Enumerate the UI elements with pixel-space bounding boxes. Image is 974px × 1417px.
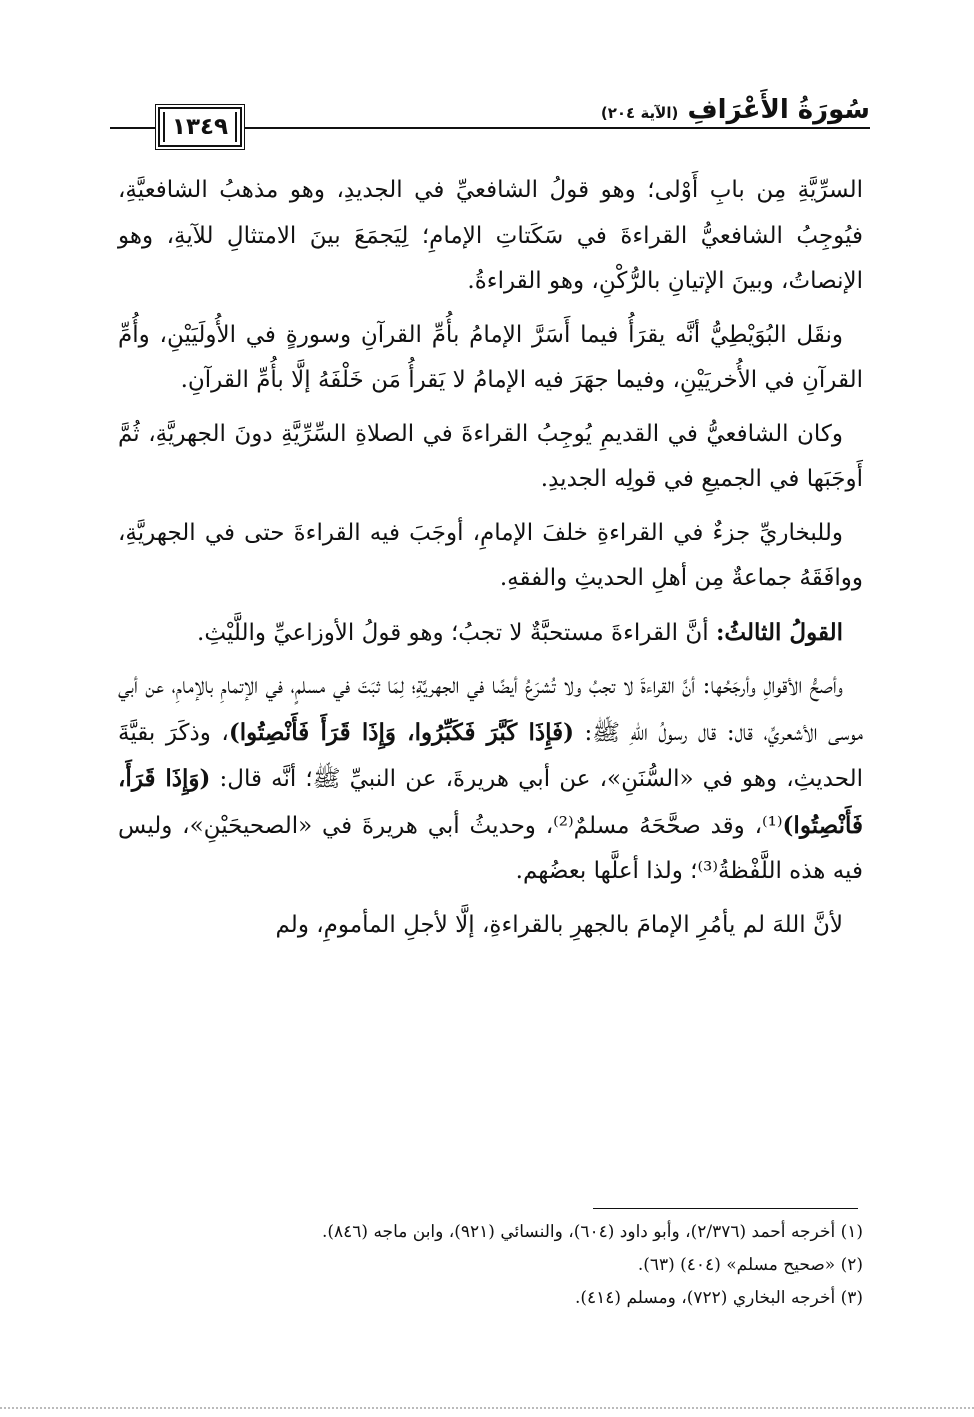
footnote-separator — [593, 1208, 858, 1209]
paragraph-text: وأصحُّ الأقوالِ وأرجَحُها: أنَّ القراءةَ لا تجبُ ولا تُشرَعُ أيضًا في الجهريَّةِ؛ لِمَا ثبَتَ في مسلمٍ، في الإتمامِ بالإمامِ، عن أبي موسى الأشعريِّ، قال: قال رسولُ اللهِ ﷺ: — [118, 673, 863, 746]
scan-edge-dots — [0, 1403, 974, 1409]
paragraph-text: ، وذكَرَ بقيَّةَ الحديثِ، وهو في «السُّنَنِ»، عن أبي هريرةَ، عن النبيِّ ﷺ؛ أنَّه قال: — [118, 719, 863, 792]
quoted-hadith: (وَإِذَا قَرَأَ، فَأَنْصِتُوا) — [118, 765, 863, 839]
verse-reference: (الآية ٢٠٤) — [600, 104, 679, 122]
footnotes — [118, 1216, 863, 1315]
page-header — [110, 95, 870, 155]
paragraph-text: ⁽¹⁾، وقد صحَّحَهُ مسلمٌ⁽²⁾، وحديثُ أبي هريرةَ في «الصحيحَيْنِ»، وليس فيه هذه اللَّفْظةُ⁽³⁾؛ ولذا أعلَّها بعضُهم. — [118, 812, 863, 884]
running-title — [601, 95, 870, 125]
paragraph: ونقَل البُوَيْطِيُّ أنَّه يقرَأُ فيما أَسَرَّ الإمامُ بأُمِّ القرآنِ وسورةٍ في الأُولَيَيْنِ، وأُمِّ القرآنِ في الأُخريَيْنِ، وفيما جهَرَ فيه الإمامُ لا يَقرأُ مَن خَلْفَهُ إلَّا بأُمِّ القرآنِ. — [118, 321, 863, 393]
header-rule-left — [110, 127, 155, 129]
footnote: (٢) «صحيح مسلم» (٤٠٤) (٦٣). — [637, 1255, 863, 1275]
section-label: القولُ الثالثُ: — [715, 618, 843, 646]
paragraph — [118, 610, 863, 657]
paragraph — [118, 664, 863, 895]
paragraph: السرِّيَّةِ مِن بابِ أَوْلى؛ وهو قولُ الشافعيِّ في الجديدِ، وهو مذهبُ الشافعيَّةِ، فيُوجِبُ الشافعيُّ القراءةَ في سَكَتاتِ الإمامِ؛ لِيَجمَعَ بينَ الامتثالِ للآيةِ، وهو الإنصاتُ، وبينَ الإتيانِ بالرُّكْنِ، وهو القراءةُ. — [118, 177, 863, 294]
page-number — [158, 107, 242, 147]
paragraph: لأنَّ اللهَ لم يأمُرِ الإمامَ بالجهرِ بالقراءةِ، إلَّا لأجلِ المأمومِ، ولم — [275, 911, 843, 938]
header-rule-right — [245, 127, 870, 129]
footnote: (٣) أخرجه البخاري (٧٢٢)، ومسلم (٤١٤). — [574, 1288, 863, 1308]
quoted-hadith: (فَإِذَا كَبَّرَ فَكَبِّرُوا، وَإِذَا قَرَأَ فَأَنْصِتُوا) — [228, 718, 575, 746]
footnote: (١) أخرجه أحمد (٢/٣٧٦)، وأبو داود (٦٠٤)، والنسائي (٩٢١)، وابن ماجه (٨٤٦). — [321, 1222, 863, 1242]
page-number-text: ١٣٤٩ — [171, 114, 229, 140]
surah-name: سُورَةُ الأَعْرَافِ — [687, 95, 870, 125]
main-text — [118, 168, 863, 956]
paragraph-text: أنَّ القراءةَ مستحبَّةٌ لا تجبُ؛ وهو قولُ الأوزاعيِّ واللَّيْثِ. — [197, 619, 716, 646]
paragraph: وللبخاريِّ جزءٌ في القراءةِ خلفَ الإمامِ، أوجَبَ فيه القراءةَ حتى في الجهريَّةِ، ووافَقَهُ جماعةٌ مِن أهلِ الحديثِ والفقهِ. — [118, 519, 863, 591]
paragraph: وكان الشافعيُّ في القديمِ يُوجِبُ القراءةَ في الصلاةِ السِّرِّيَّةِ دونَ الجهريَّةِ، ثُمَّ أَوجَبَها في الجميعِ في قولِه الجديدِ. — [118, 420, 863, 492]
